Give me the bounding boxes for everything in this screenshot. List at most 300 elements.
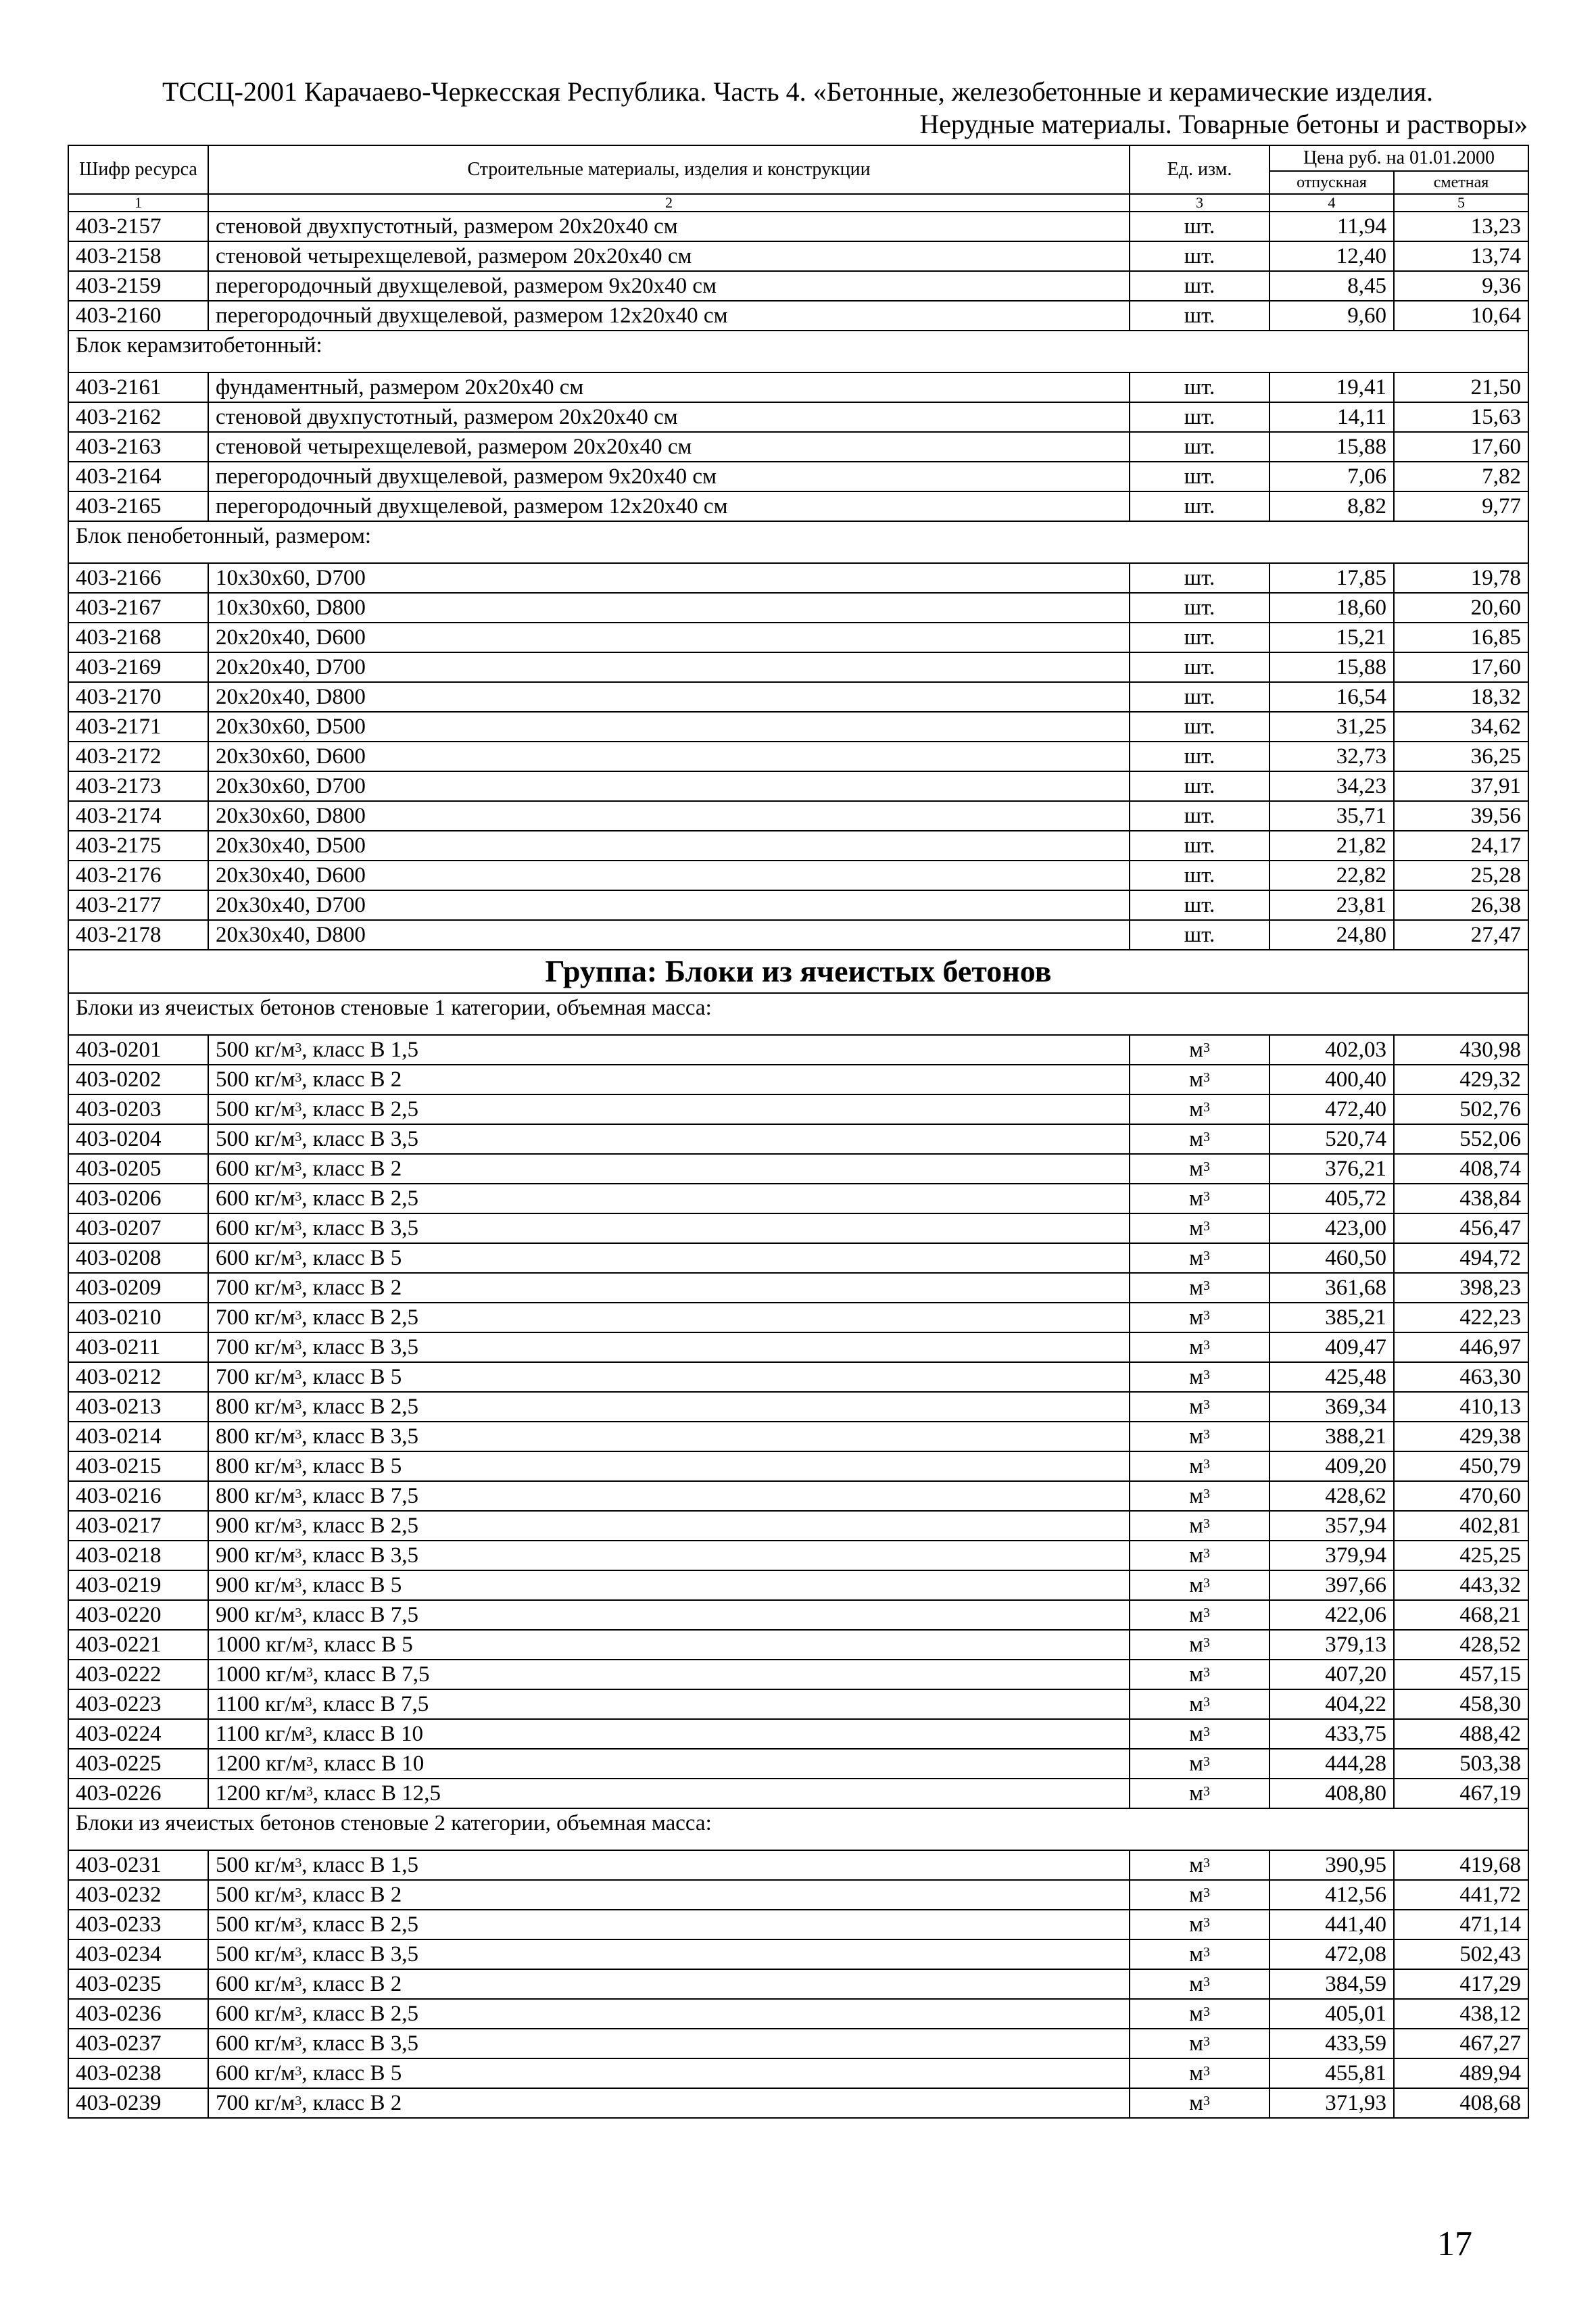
material-name: стеновой четырехщелевой, размером 20х20х40 см <box>208 241 1130 271</box>
table-row <box>68 402 1528 432</box>
resource-code: 403-0213 <box>68 1392 208 1422</box>
resource-code: 403-2171 <box>68 712 208 742</box>
material-name: 20х30х40, D500 <box>208 831 1130 861</box>
table-row <box>68 861 1528 890</box>
release-price: 15,88 <box>1269 432 1394 462</box>
estimate-price: 27,47 <box>1394 920 1528 950</box>
estimate-price: 39,56 <box>1394 801 1528 831</box>
estimate-price: 429,32 <box>1394 1065 1528 1094</box>
column-number: 4 <box>1269 194 1394 212</box>
estimate-price: 13,74 <box>1394 241 1528 271</box>
release-price: 405,01 <box>1269 1999 1394 2029</box>
resource-code: 403-2164 <box>68 462 208 491</box>
material-name: 700 $кг/м^3$, класс В 3,5 <box>208 1332 1130 1362</box>
release-price: 400,40 <box>1269 1065 1394 1094</box>
material-name: 20х30х60, D700 <box>208 771 1130 801</box>
unit-of-measure: $м^3$ <box>1130 1332 1269 1362</box>
unit-of-measure: шт. <box>1130 801 1269 831</box>
release-price: 379,13 <box>1269 1630 1394 1660</box>
resource-code: 403-0217 <box>68 1511 208 1541</box>
column-header-price: Цена руб. на 01.01.2000 <box>1269 145 1528 171</box>
release-price: 32,73 <box>1269 742 1394 771</box>
table-row <box>68 1749 1528 1779</box>
material-name: 500 $кг/м^3$, класс В 3,5 <box>208 1124 1130 1154</box>
unit-of-measure: шт. <box>1130 742 1269 771</box>
resource-code: 403-0226 <box>68 1779 208 1808</box>
material-name: перегородочный двухщелевой, размером 9х20х40 см <box>208 271 1130 301</box>
table-row <box>68 652 1528 682</box>
table-row <box>68 831 1528 861</box>
unit-of-measure: шт. <box>1130 462 1269 491</box>
unit-of-measure: $м^3$ <box>1130 1749 1269 1779</box>
table-row <box>68 1481 1528 1511</box>
material-name: 500 $кг/м^3$, класс В 2 <box>208 1880 1130 1910</box>
material-name: 20х30х40, D700 <box>208 890 1130 920</box>
section-heading-row <box>68 331 1528 372</box>
table-row <box>68 1243 1528 1273</box>
release-price: 405,72 <box>1269 1184 1394 1213</box>
release-price: 8,82 <box>1269 491 1394 521</box>
table-row <box>68 432 1528 462</box>
estimate-price: 398,23 <box>1394 1273 1528 1303</box>
estimate-price: 489,94 <box>1394 2058 1528 2088</box>
table-row <box>68 212 1528 241</box>
material-name: 900 $кг/м^3$, класс В 5 <box>208 1570 1130 1600</box>
unit-of-measure: $м^3$ <box>1130 1660 1269 1689</box>
table-row <box>68 1600 1528 1630</box>
release-price: 35,71 <box>1269 801 1394 831</box>
section-heading-row <box>68 521 1528 563</box>
material-name: 800 $кг/м^3$, класс В 3,5 <box>208 1422 1130 1451</box>
release-price: 388,21 <box>1269 1422 1394 1451</box>
estimate-price: 9,77 <box>1394 491 1528 521</box>
estimate-price: 417,29 <box>1394 1969 1528 1999</box>
material-name: 1100 $кг/м^3$, класс В 7,5 <box>208 1689 1130 1719</box>
material-name: 20х30х60, D600 <box>208 742 1130 771</box>
estimate-price: 429,38 <box>1394 1422 1528 1451</box>
release-price: 19,41 <box>1269 372 1394 402</box>
unit-of-measure: $м^3$ <box>1130 1630 1269 1660</box>
estimate-price: 419,68 <box>1394 1850 1528 1880</box>
estimate-price: 9,36 <box>1394 271 1528 301</box>
unit-of-measure: $м^3$ <box>1130 1124 1269 1154</box>
resource-code: 403-2173 <box>68 771 208 801</box>
table-row <box>68 1719 1528 1749</box>
material-name: 800 $кг/м^3$, класс В 5 <box>208 1451 1130 1481</box>
release-price: 428,62 <box>1269 1481 1394 1511</box>
column-header-estimate-price: сметная <box>1394 171 1528 194</box>
column-number: 2 <box>208 194 1130 212</box>
section-heading: Блок пенобетонный, размером: <box>68 521 1528 563</box>
material-name: перегородочный двухщелевой, размером 9х20х40 см <box>208 462 1130 491</box>
section-heading: Блоки из ячеистых бетонов стеновые 2 категории, объемная масса: <box>68 1808 1528 1850</box>
table-row <box>68 890 1528 920</box>
table-row <box>68 1124 1528 1154</box>
table-row <box>68 801 1528 831</box>
table-row <box>68 1570 1528 1600</box>
table-row <box>68 1094 1528 1124</box>
unit-of-measure: шт. <box>1130 623 1269 652</box>
resource-code: 403-0234 <box>68 1939 208 1969</box>
unit-of-measure: шт. <box>1130 212 1269 241</box>
release-price: 18,60 <box>1269 593 1394 623</box>
table-row <box>68 1154 1528 1184</box>
release-price: 423,00 <box>1269 1213 1394 1243</box>
estimate-price: 502,43 <box>1394 1939 1528 1969</box>
unit-of-measure: $м^3$ <box>1130 1850 1269 1880</box>
resource-code: 403-0223 <box>68 1689 208 1719</box>
material-name: 500 $кг/м^3$, класс В 2,5 <box>208 1910 1130 1939</box>
estimate-price: 21,50 <box>1394 372 1528 402</box>
resource-code: 403-0218 <box>68 1541 208 1570</box>
table-row <box>68 301 1528 331</box>
resource-code: 403-2161 <box>68 372 208 402</box>
release-price: 23,81 <box>1269 890 1394 920</box>
release-price: 472,08 <box>1269 1939 1394 1969</box>
unit-of-measure: шт. <box>1130 712 1269 742</box>
unit-of-measure: шт. <box>1130 563 1269 593</box>
table-row <box>68 1999 1528 2029</box>
table-row <box>68 241 1528 271</box>
release-price: 384,59 <box>1269 1969 1394 1999</box>
unit-of-measure: шт. <box>1130 861 1269 890</box>
page-number: 17 <box>1437 2225 1472 2263</box>
material-name: 900 $кг/м^3$, класс В 3,5 <box>208 1541 1130 1570</box>
resource-code: 403-2165 <box>68 491 208 521</box>
release-price: 433,75 <box>1269 1719 1394 1749</box>
table-row <box>68 563 1528 593</box>
unit-of-measure: $м^3$ <box>1130 1689 1269 1719</box>
unit-of-measure: $м^3$ <box>1130 1481 1269 1511</box>
resource-code: 403-2168 <box>68 623 208 652</box>
table-row <box>68 2029 1528 2058</box>
estimate-price: 408,74 <box>1394 1154 1528 1184</box>
material-name: 1200 $кг/м^3$, класс В 10 <box>208 1749 1130 1779</box>
estimate-price: 20,60 <box>1394 593 1528 623</box>
resource-code: 403-0219 <box>68 1570 208 1600</box>
table-row <box>68 1779 1528 1808</box>
table-row <box>68 491 1528 521</box>
material-name: 600 $кг/м^3$, класс В 5 <box>208 1243 1130 1273</box>
table-row <box>68 1511 1528 1541</box>
unit-of-measure: $м^3$ <box>1130 1969 1269 1999</box>
table-row <box>68 1422 1528 1451</box>
material-name: 1200 $кг/м^3$, класс В 12,5 <box>208 1779 1130 1808</box>
estimate-price: 430,98 <box>1394 1035 1528 1065</box>
table-row <box>68 920 1528 950</box>
material-name: 700 $кг/м^3$, класс В 2 <box>208 1273 1130 1303</box>
group-heading: Группа: Блоки из ячеистых бетонов <box>68 950 1528 993</box>
table-row <box>68 1184 1528 1213</box>
resource-code: 403-2166 <box>68 563 208 593</box>
unit-of-measure: $м^3$ <box>1130 1600 1269 1630</box>
material-name: 20х30х40, D600 <box>208 861 1130 890</box>
resource-code: 403-0209 <box>68 1273 208 1303</box>
unit-of-measure: $м^3$ <box>1130 1570 1269 1600</box>
resource-code: 403-2158 <box>68 241 208 271</box>
release-price: 11,94 <box>1269 212 1394 241</box>
resource-code: 403-2162 <box>68 402 208 432</box>
resource-code: 403-0224 <box>68 1719 208 1749</box>
unit-of-measure: $м^3$ <box>1130 1273 1269 1303</box>
estimate-price: 446,97 <box>1394 1332 1528 1362</box>
resource-code: 403-0236 <box>68 1999 208 2029</box>
resource-code: 403-0207 <box>68 1213 208 1243</box>
release-price: 455,81 <box>1269 2058 1394 2088</box>
estimate-price: 502,76 <box>1394 1094 1528 1124</box>
estimate-price: 467,19 <box>1394 1779 1528 1808</box>
unit-of-measure: $м^3$ <box>1130 1184 1269 1213</box>
estimate-price: 422,23 <box>1394 1303 1528 1332</box>
estimate-price: 410,13 <box>1394 1392 1528 1422</box>
material-name: 600 $кг/м^3$, класс В 3,5 <box>208 1213 1130 1243</box>
material-name: 20х20х40, D800 <box>208 682 1130 712</box>
estimate-price: 24,17 <box>1394 831 1528 861</box>
material-name: 600 $кг/м^3$, класс В 2,5 <box>208 1184 1130 1213</box>
unit-of-measure: $м^3$ <box>1130 1910 1269 1939</box>
unit-of-measure: шт. <box>1130 271 1269 301</box>
release-price: 422,06 <box>1269 1600 1394 1630</box>
unit-of-measure: шт. <box>1130 652 1269 682</box>
unit-of-measure: $м^3$ <box>1130 1719 1269 1749</box>
release-price: 12,40 <box>1269 241 1394 271</box>
resource-code: 403-2174 <box>68 801 208 831</box>
group-heading-row <box>68 950 1528 993</box>
resource-code: 403-2175 <box>68 831 208 861</box>
material-name: 10х30х60, D800 <box>208 593 1130 623</box>
material-name: 600 $кг/м^3$, класс В 2 <box>208 1969 1130 1999</box>
release-price: 409,20 <box>1269 1451 1394 1481</box>
column-header-release-price: отпускная <box>1269 171 1394 194</box>
material-name: 1100 $кг/м^3$, класс В 10 <box>208 1719 1130 1749</box>
release-price: 15,21 <box>1269 623 1394 652</box>
unit-of-measure: шт. <box>1130 831 1269 861</box>
resource-code: 403-2157 <box>68 212 208 241</box>
release-price: 371,93 <box>1269 2088 1394 2118</box>
release-price: 31,25 <box>1269 712 1394 742</box>
unit-of-measure: шт. <box>1130 771 1269 801</box>
unit-of-measure: шт. <box>1130 920 1269 950</box>
resource-code: 403-2163 <box>68 432 208 462</box>
estimate-price: 463,30 <box>1394 1362 1528 1392</box>
material-name: 700 $кг/м^3$, класс В 2 <box>208 2088 1130 2118</box>
table-row <box>68 372 1528 402</box>
material-name: 700 $кг/м^3$, класс В 2,5 <box>208 1303 1130 1332</box>
table-row <box>68 462 1528 491</box>
table-row <box>68 1213 1528 1243</box>
estimate-price: 16,85 <box>1394 623 1528 652</box>
unit-of-measure: $м^3$ <box>1130 2058 1269 2088</box>
material-name: 800 $кг/м^3$, класс В 7,5 <box>208 1481 1130 1511</box>
release-price: 9,60 <box>1269 301 1394 331</box>
estimate-price: 494,72 <box>1394 1243 1528 1273</box>
section-heading-row <box>68 1808 1528 1850</box>
material-name: 1000 $кг/м^3$, класс В 7,5 <box>208 1660 1130 1689</box>
price-table <box>68 145 1529 2119</box>
release-price: 369,34 <box>1269 1392 1394 1422</box>
material-name: стеновой двухпустотный, размером 20х20х40 см <box>208 212 1130 241</box>
material-name: 500 $кг/м^3$, класс В 3,5 <box>208 1939 1130 1969</box>
unit-of-measure: $м^3$ <box>1130 2088 1269 2118</box>
estimate-price: 37,91 <box>1394 771 1528 801</box>
unit-of-measure: $м^3$ <box>1130 1154 1269 1184</box>
release-price: 21,82 <box>1269 831 1394 861</box>
unit-of-measure: $м^3$ <box>1130 1999 1269 2029</box>
material-name: 20х30х40, D800 <box>208 920 1130 950</box>
header-line-1: ТССЦ-2001 Карачаево-Черкесская Республика. Часть 4. «Бетонные, железобетонные и керамические изделия. <box>162 76 1434 107</box>
column-number: 5 <box>1394 194 1528 212</box>
resource-code: 403-0232 <box>68 1880 208 1910</box>
release-price: 407,20 <box>1269 1660 1394 1689</box>
estimate-price: 17,60 <box>1394 432 1528 462</box>
material-name: перегородочный двухщелевой, размером 12х20х40 см <box>208 301 1130 331</box>
price-table-body <box>68 212 1528 2118</box>
estimate-price: 425,25 <box>1394 1541 1528 1570</box>
resource-code: 403-2176 <box>68 861 208 890</box>
resource-code: 403-2177 <box>68 890 208 920</box>
release-price: 357,94 <box>1269 1511 1394 1541</box>
resource-code: 403-2167 <box>68 593 208 623</box>
table-row <box>68 1660 1528 1689</box>
column-header-unit: Ед. изм. <box>1130 145 1269 194</box>
release-price: 34,23 <box>1269 771 1394 801</box>
estimate-price: 36,25 <box>1394 742 1528 771</box>
resource-code: 403-0208 <box>68 1243 208 1273</box>
estimate-price: 428,52 <box>1394 1630 1528 1660</box>
table-row <box>68 1362 1528 1392</box>
release-price: 390,95 <box>1269 1850 1394 1880</box>
header-line-2: Нерудные материалы. Товарные бетоны и растворы» <box>919 109 1528 139</box>
estimate-price: 26,38 <box>1394 890 1528 920</box>
material-name: 10х30х60, D700 <box>208 563 1130 593</box>
unit-of-measure: шт. <box>1130 432 1269 462</box>
estimate-price: 488,42 <box>1394 1719 1528 1749</box>
unit-of-measure: $м^3$ <box>1130 1243 1269 1273</box>
release-price: 460,50 <box>1269 1243 1394 1273</box>
material-name: 500 $кг/м^3$, класс В 2 <box>208 1065 1130 1094</box>
unit-of-measure: шт. <box>1130 241 1269 271</box>
table-row <box>68 1630 1528 1660</box>
unit-of-measure: шт. <box>1130 372 1269 402</box>
estimate-price: 471,14 <box>1394 1910 1528 1939</box>
column-number: 1 <box>68 194 208 212</box>
estimate-price: 18,32 <box>1394 682 1528 712</box>
table-row <box>68 2058 1528 2088</box>
section-heading-row <box>68 993 1528 1035</box>
release-price: 361,68 <box>1269 1273 1394 1303</box>
unit-of-measure: $м^3$ <box>1130 1392 1269 1422</box>
resource-code: 403-0215 <box>68 1451 208 1481</box>
estimate-price: 19,78 <box>1394 563 1528 593</box>
material-name: 600 $кг/м^3$, класс В 2 <box>208 1154 1130 1184</box>
unit-of-measure: $м^3$ <box>1130 1303 1269 1332</box>
unit-of-measure: шт. <box>1130 890 1269 920</box>
resource-code: 403-0239 <box>68 2088 208 2118</box>
table-row <box>68 1689 1528 1719</box>
unit-of-measure: шт. <box>1130 402 1269 432</box>
resource-code: 403-0206 <box>68 1184 208 1213</box>
unit-of-measure: $м^3$ <box>1130 1362 1269 1392</box>
resource-code: 403-0225 <box>68 1749 208 1779</box>
resource-code: 403-0216 <box>68 1481 208 1511</box>
release-price: 16,54 <box>1269 682 1394 712</box>
unit-of-measure: $м^3$ <box>1130 1422 1269 1451</box>
material-name: 700 $кг/м^3$, класс В 5 <box>208 1362 1130 1392</box>
resource-code: 403-2170 <box>68 682 208 712</box>
estimate-price: 468,21 <box>1394 1600 1528 1630</box>
release-price: 397,66 <box>1269 1570 1394 1600</box>
table-row <box>68 1332 1528 1362</box>
resource-code: 403-0204 <box>68 1124 208 1154</box>
estimate-price: 438,12 <box>1394 1999 1528 2029</box>
material-name: 500 $кг/м^3$, класс В 2,5 <box>208 1094 1130 1124</box>
estimate-price: 7,82 <box>1394 462 1528 491</box>
resource-code: 403-2178 <box>68 920 208 950</box>
table-row <box>68 1451 1528 1481</box>
estimate-price: 467,27 <box>1394 2029 1528 2058</box>
estimate-price: 402,81 <box>1394 1511 1528 1541</box>
unit-of-measure: $м^3$ <box>1130 1511 1269 1541</box>
estimate-price: 34,62 <box>1394 712 1528 742</box>
estimate-price: 503,38 <box>1394 1749 1528 1779</box>
unit-of-measure: $м^3$ <box>1130 1035 1269 1065</box>
estimate-price: 458,30 <box>1394 1689 1528 1719</box>
resource-code: 403-0212 <box>68 1362 208 1392</box>
resource-code: 403-0237 <box>68 2029 208 2058</box>
material-name: стеновой четырехщелевой, размером 20х20х40 см <box>208 432 1130 462</box>
table-row <box>68 623 1528 652</box>
table-row <box>68 593 1528 623</box>
release-price: 404,22 <box>1269 1689 1394 1719</box>
estimate-price: 438,84 <box>1394 1184 1528 1213</box>
resource-code: 403-0203 <box>68 1094 208 1124</box>
unit-of-measure: $м^3$ <box>1130 1541 1269 1570</box>
resource-code: 403-0210 <box>68 1303 208 1332</box>
unit-of-measure: $м^3$ <box>1130 1065 1269 1094</box>
table-row <box>68 682 1528 712</box>
unit-of-measure: $м^3$ <box>1130 2029 1269 2058</box>
table-row <box>68 1541 1528 1570</box>
column-number: 3 <box>1130 194 1269 212</box>
resource-code: 403-0235 <box>68 1969 208 1999</box>
release-price: 433,59 <box>1269 2029 1394 2058</box>
release-price: 14,11 <box>1269 402 1394 432</box>
unit-of-measure: $м^3$ <box>1130 1213 1269 1243</box>
estimate-price: 25,28 <box>1394 861 1528 890</box>
estimate-price: 552,06 <box>1394 1124 1528 1154</box>
release-price: 444,28 <box>1269 1749 1394 1779</box>
table-row <box>68 2088 1528 2118</box>
estimate-price: 17,60 <box>1394 652 1528 682</box>
release-price: 409,47 <box>1269 1332 1394 1362</box>
column-header-code: Шифр ресурса <box>68 145 208 194</box>
unit-of-measure: шт. <box>1130 301 1269 331</box>
table-row <box>68 271 1528 301</box>
release-price: 22,82 <box>1269 861 1394 890</box>
material-name: 800 $кг/м^3$, класс В 2,5 <box>208 1392 1130 1422</box>
release-price: 7,06 <box>1269 462 1394 491</box>
release-price: 15,88 <box>1269 652 1394 682</box>
resource-code: 403-0220 <box>68 1600 208 1630</box>
material-name: 500 $кг/м^3$, класс В 1,5 <box>208 1850 1130 1880</box>
release-price: 376,21 <box>1269 1154 1394 1184</box>
table-row <box>68 1392 1528 1422</box>
release-price: 8,45 <box>1269 271 1394 301</box>
estimate-price: 441,72 <box>1394 1880 1528 1910</box>
estimate-price: 408,68 <box>1394 2088 1528 2118</box>
release-price: 472,40 <box>1269 1094 1394 1124</box>
table-row <box>68 1969 1528 1999</box>
